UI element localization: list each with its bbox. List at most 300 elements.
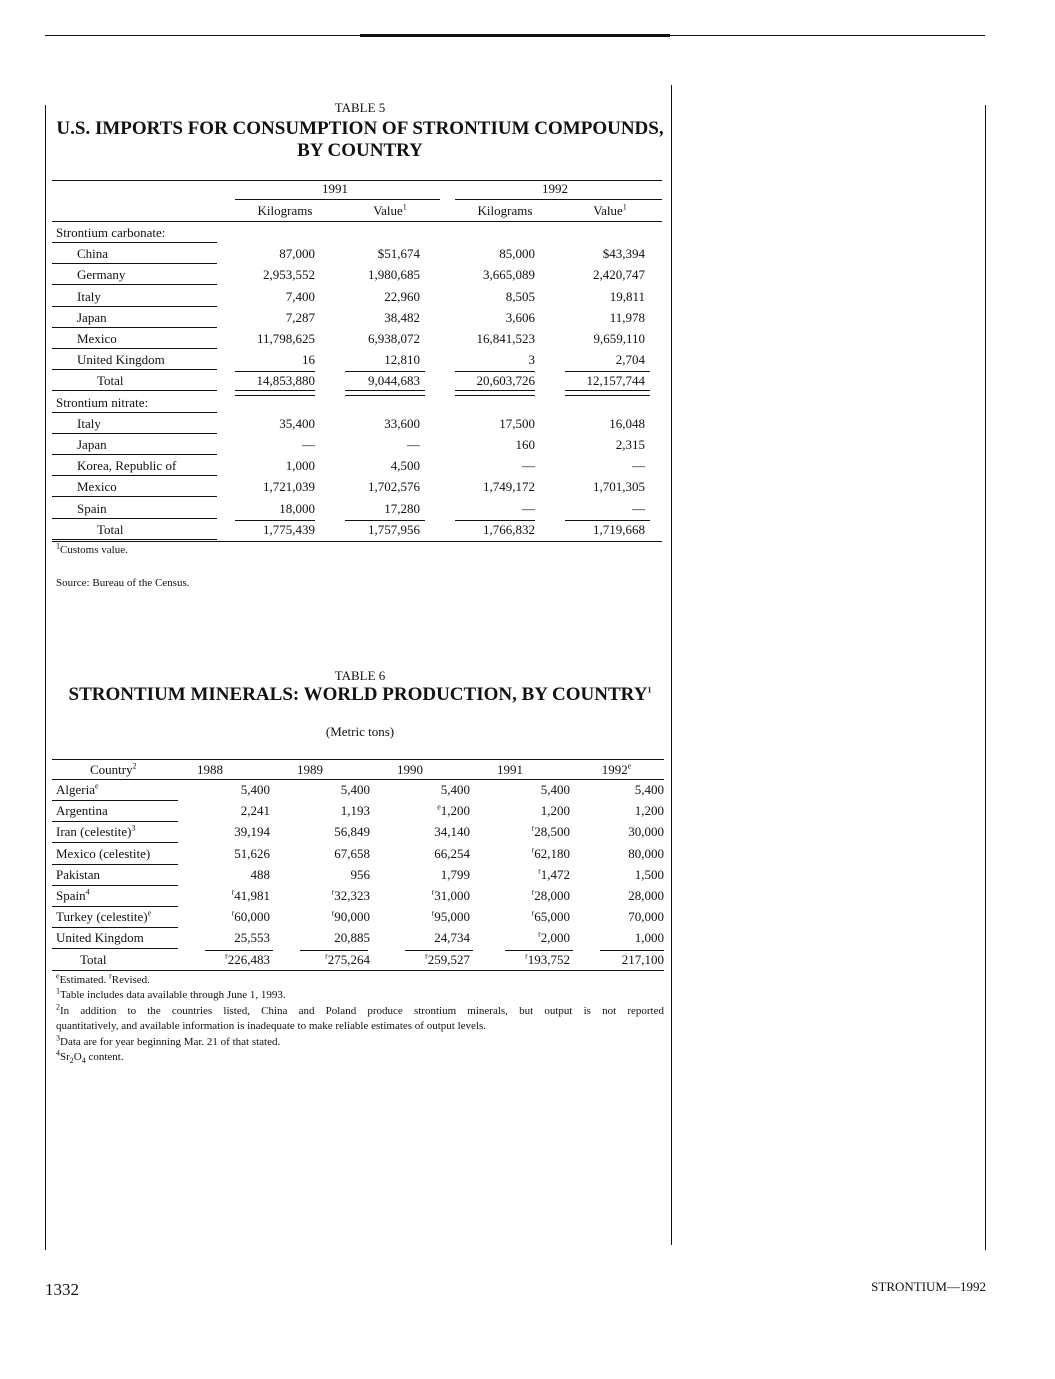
table6-footnote-subscript: 2 [69, 1056, 74, 1066]
table5-row-cell: 3,606 [505, 309, 535, 325]
table5-row-rule [52, 454, 217, 455]
table6-row-country-text: Argentina [56, 803, 108, 819]
table6-footnote-mark: 2 [56, 1001, 60, 1011]
table5-row-cell: 1,702,576 [368, 479, 420, 495]
table5-row-cell: 38,482 [384, 309, 420, 325]
table5-row-cell: 35,400 [279, 415, 315, 431]
table5-double-rule [455, 390, 535, 396]
table5-row-cell: 1,000 [285, 458, 315, 474]
table6-total-value: 226,483 [227, 951, 270, 967]
table6-footnote [56, 970, 150, 986]
table6-cell-value: 488 [250, 866, 270, 882]
table5-row-cell: 12,810 [384, 352, 420, 368]
table6-row-cell [270, 846, 370, 862]
table5-row-cell: — [632, 458, 645, 474]
table5-col-header-text: Kilograms [477, 203, 533, 218]
table6-year-header [180, 762, 240, 778]
table6-year-text: 1991 [497, 762, 523, 777]
table5-value-note: 1 [402, 202, 407, 212]
table5-row-cell: 160 [515, 437, 535, 452]
table5-total-cell: 1,757,956 [368, 521, 420, 537]
table6-row-cell [470, 782, 570, 798]
table5-col-header-text: Kilograms [257, 203, 313, 218]
table6-cell-mark: r [231, 887, 235, 897]
table6-row-cell [170, 930, 270, 946]
table5-row-cell: 2,704 [615, 352, 645, 368]
table6-year-header [280, 762, 340, 778]
right-column-rule [985, 105, 986, 1250]
table6-total-value: 275,264 [327, 951, 370, 967]
table6-row-cell [370, 867, 470, 883]
table6-cell-value: 5,400 [440, 782, 470, 797]
table6-cell-value: 51,626 [234, 845, 270, 861]
table5-col-header [345, 203, 435, 219]
table6-row-country-text: United Kingdom [56, 930, 144, 946]
table6-row-rule [52, 800, 178, 801]
table6-cell-value: 1,000 [634, 930, 664, 946]
table6-row-country [56, 782, 99, 798]
table5-row-country: Germany [77, 267, 126, 283]
table6-footnote-text: Sr [60, 1051, 70, 1064]
table6-cell-value: 956 [350, 866, 370, 882]
table5-title-line1: U.S. IMPORTS FOR CONSUMPTION OF STRONTIUM COMPOUNDS, [56, 118, 664, 139]
table6-cell-value: 31,000 [434, 888, 470, 903]
table5-row-rule [52, 284, 217, 285]
table5-row-country: United Kingdom [77, 352, 165, 368]
table6-cell-value: 28,000 [628, 888, 664, 903]
table5-row-cell: 2,953,552 [263, 267, 315, 283]
table6-country-header-note: 2 [132, 761, 137, 771]
table5-row-rule [52, 327, 217, 328]
table5-row-country: Japan [77, 309, 107, 325]
table5-row-cell: — [522, 458, 535, 474]
table5-row-cell: 4,500 [390, 458, 420, 474]
table5-total-cell: 1,766,832 [483, 521, 535, 537]
table6-row-cell [270, 930, 370, 946]
table5-row-cell: 33,600 [384, 415, 420, 431]
table5-double-rule [345, 390, 425, 396]
table5-total-top-rule [345, 520, 425, 521]
table6-total-mark: r [225, 951, 228, 961]
table5-row-cell: 2,420,747 [593, 267, 645, 283]
table6-row-cell [270, 782, 370, 798]
table6-bottom-rule [52, 970, 664, 971]
table5-row-cell: — [632, 500, 645, 516]
table5-row-cell: 6,938,072 [368, 331, 420, 346]
table6-row-cell [170, 782, 270, 798]
table6-year-header [574, 762, 659, 778]
table6-row-country-text: Iran (celestite) [56, 824, 132, 840]
table6-footnote-text: quantitatively, and available information is inadequate to make reliable estimates of output levels. [56, 1020, 486, 1033]
table6-row-cell [564, 824, 664, 840]
table6-footnote-mark: r [109, 970, 112, 980]
top-rule-thick [360, 34, 670, 37]
table5-col-header [460, 203, 550, 219]
table5-row-rule [52, 433, 217, 434]
table5-double-rule [235, 390, 315, 396]
table6-cell-mark: r [531, 824, 535, 834]
table6-footnote-text: O [73, 1051, 82, 1064]
table6-total-cell [270, 952, 370, 968]
table6-row-country-note: e [147, 908, 152, 918]
table6-country-header [90, 762, 137, 778]
table6-row-cell [170, 867, 270, 883]
table6-row-cell [564, 888, 664, 904]
table6-total-label: Total [80, 951, 107, 967]
table6-cell-value: 70,000 [628, 909, 664, 925]
table5-section-rule [52, 242, 217, 243]
table6-row-cell [170, 803, 270, 819]
table6-footnote-text: In addition to the countries listed, China and Poland produce strontium minerals, but output is not reported [60, 1004, 664, 1017]
table6-cell-value: 28,500 [534, 824, 570, 840]
table6-last-year-note: e [627, 761, 632, 771]
table6-cell-mark: r [531, 887, 535, 897]
table5-row-rule [52, 475, 217, 476]
table6-row-cell [370, 782, 470, 798]
table5-total-cell: 14,853,880 [256, 373, 315, 389]
table6-footnote-mark: 1 [56, 986, 60, 996]
table5-total-cell: 1,775,439 [263, 521, 315, 537]
table6-cell-value: 1,200 [634, 803, 664, 819]
table6-row-country [56, 803, 108, 819]
table5-total-top-rule [565, 371, 650, 372]
table6-title-text: STRONTIUM MINERALS: WORLD PRODUCTION, BY COUNTRY [68, 684, 648, 705]
table6-total-cell [564, 952, 664, 968]
table6-row-country [56, 909, 151, 925]
table6-footnote-text: content. [85, 1051, 124, 1064]
table6-total-cell [170, 952, 270, 968]
table6-cell-mark: r [531, 845, 535, 855]
table6-cell-value: 62,180 [534, 845, 570, 861]
table6-footnote-mark: 4 [56, 1048, 60, 1058]
table5-total-label: Total [97, 373, 124, 389]
table5-row-cell: 2,315 [615, 437, 645, 452]
table5-row-country: Spain [77, 500, 107, 516]
table5-row-cell: $43,394 [602, 246, 645, 262]
table6-row-cell [370, 888, 470, 904]
table5-row-cell: 7,400 [285, 288, 315, 304]
table5-total-cell: 1,719,668 [593, 521, 645, 537]
table6-cell-mark: r [531, 908, 535, 918]
table5-title-line2: BY COUNTRY [297, 140, 423, 161]
table5-row-cell: 16,841,523 [476, 331, 535, 346]
table6-row-country [56, 867, 100, 883]
table6-row-cell [270, 803, 370, 819]
table5-total-top-rule [565, 520, 650, 521]
table6-cell-mark: e [437, 802, 441, 812]
table6-cell-value: 90,000 [334, 909, 370, 925]
table5-row-cell: 1,701,305 [593, 479, 645, 495]
table5-row-cell: — [407, 437, 420, 452]
table6-cell-value: 56,849 [334, 824, 370, 840]
table5-section-rule [52, 412, 217, 413]
table5-col-header-rule [52, 221, 662, 222]
table5-footnote [56, 541, 128, 556]
table5-row-rule [52, 263, 217, 264]
table5-year-1991: 1991 [322, 181, 348, 196]
page-number: 1332 [45, 1280, 79, 1299]
table5-source: Source: Bureau of the Census. [56, 577, 190, 589]
table6-cell-mark: r [331, 908, 335, 918]
table5-total-rule [52, 390, 217, 391]
table6-row-country-note: e [94, 781, 99, 791]
table6-row-rule [52, 885, 178, 886]
table6-total-top-rule [300, 950, 368, 951]
table5-year-1992: 1992 [542, 181, 568, 196]
table6-units: (Metric tons) [325, 724, 395, 739]
table6-cell-value: 1,200 [540, 803, 570, 819]
table6-footnote-subscript: 4 [81, 1056, 86, 1066]
table5-label: TABLE 5 [334, 100, 386, 115]
table5-row-country: Italy [77, 415, 101, 431]
table5-row-country: China [77, 246, 109, 262]
table5-row-cell: 19,811 [609, 288, 645, 304]
table6-row-country [56, 824, 135, 840]
table5-row-country: Korea, Republic of [77, 458, 177, 474]
table6-row-cell [470, 803, 570, 819]
table6-title-note: 1 [647, 685, 652, 695]
table5-row-cell: 11,798,625 [256, 331, 315, 346]
table6-total-cell [470, 952, 570, 968]
table6-label: TABLE 6 [334, 668, 386, 683]
table6-cell-value: 1,472 [540, 866, 570, 882]
table6-footnote [56, 986, 286, 1002]
table5-row-cell: 3,665,089 [483, 267, 535, 283]
table6-year-text: 1992 [601, 762, 628, 777]
table6-cell-value: 5,400 [634, 782, 664, 797]
table6-top-rule [52, 759, 664, 760]
table6-row-cell [470, 909, 570, 925]
table6-cell-value: 80,000 [628, 845, 664, 861]
table6-header-rule [52, 779, 664, 780]
table6-cell-value: 66,254 [434, 845, 470, 861]
table5-row-cell: 17,500 [499, 415, 535, 431]
table6-row-rule [52, 927, 178, 928]
table6-row-cell [170, 846, 270, 862]
table6-cell-value: 41,981 [234, 888, 270, 903]
table6-row-cell [170, 824, 270, 840]
table6-row-country-text: Algeria [56, 782, 95, 797]
table6-row-cell [170, 909, 270, 925]
table6-row-cell [470, 824, 570, 840]
table6-total-value: 217,100 [621, 951, 664, 967]
table6-row-rule [52, 906, 178, 907]
table5-row-rule [52, 496, 217, 497]
table6-cell-mark: r [331, 887, 335, 897]
table6-cell-value: 60,000 [234, 909, 270, 925]
table6-row-rule [52, 864, 178, 865]
table5-section-heading: Strontium carbonate: [56, 225, 166, 240]
table6-cell-value: 28,000 [534, 888, 570, 903]
table6-cell-value: 1,799 [440, 866, 470, 882]
table5-total-cell: 20,603,726 [476, 373, 535, 389]
table6-cell-value: 32,323 [334, 888, 370, 903]
table6-total-value: 193,752 [527, 951, 570, 967]
table6-row-cell [564, 803, 664, 819]
table6-cell-value: 1,193 [340, 803, 370, 819]
table6-year-header [480, 762, 540, 778]
table6-row-cell [370, 909, 470, 925]
table5-value-note: 1 [622, 202, 627, 212]
table5-row-cell: 22,960 [384, 288, 420, 304]
table5-col-header-text: Value [593, 203, 623, 218]
table5-row-cell: 7,287 [285, 309, 315, 325]
table6-cell-value: 1,500 [634, 866, 664, 882]
table6-cell-value: 39,194 [234, 824, 270, 840]
table5-row-country: Mexico [77, 331, 117, 346]
table6-row-country-text: Spain [56, 888, 86, 903]
table6-cell-value: 30,000 [628, 824, 664, 840]
table6-cell-value: 34,140 [434, 824, 470, 840]
table6-cell-value: 5,400 [240, 782, 270, 797]
table6-row-country [56, 888, 90, 904]
table6-cell-value: 65,000 [534, 909, 570, 925]
table5-row-cell: 3 [528, 352, 535, 368]
table5-row-rule [52, 306, 217, 307]
table6-total-top-rule [600, 950, 664, 951]
table6-total-mark: r [525, 951, 528, 961]
table6-footnote [56, 1001, 664, 1017]
table6-cell-value: 2,000 [540, 930, 570, 946]
table6-row-cell [564, 867, 664, 883]
table5-row-rule [52, 369, 217, 370]
table5-row-cell: 18,000 [279, 500, 315, 516]
table6-row-cell [564, 846, 664, 862]
table6-footnote-text: Table includes data available through June 1, 1993. [60, 989, 286, 1002]
table6-cell-value: 67,658 [334, 845, 370, 861]
table5-bottom-rule [52, 541, 662, 542]
table5-row-cell: — [302, 437, 315, 452]
table6-total-mark: r [425, 951, 428, 961]
table5-row-cell: 1,749,172 [483, 479, 535, 495]
table6-cell-mark: r [538, 930, 541, 940]
table6-row-cell [470, 888, 570, 904]
table6-row-rule [52, 821, 178, 822]
table6-row-cell [564, 909, 664, 925]
table5-row-cell: — [522, 500, 535, 516]
table6-row-cell [370, 803, 470, 819]
table5-row-rule [52, 348, 217, 349]
table6-cell-value: 20,885 [334, 930, 370, 946]
table6-cell-value: 24,734 [434, 930, 470, 946]
table6-row-country [56, 930, 144, 946]
table6-cell-value: 1,200 [440, 803, 470, 819]
table5-footnote-mark: 1 [56, 541, 60, 551]
table6-row-cell [470, 867, 570, 883]
table5-row-rule [52, 518, 217, 519]
table5-col-header [565, 203, 655, 219]
table5-footnote-text: Customs value. [60, 544, 128, 556]
table5-total-top-rule [455, 371, 535, 372]
table5-double-rule [565, 390, 650, 396]
table5-total-label: Total [97, 521, 124, 537]
table5-row-cell: 16 [302, 352, 315, 368]
table6-row-country-note: 4 [85, 887, 90, 897]
table6-row-country-note: 3 [131, 824, 136, 834]
table5-year-rule-1992 [455, 199, 662, 200]
table6-row-cell [564, 782, 664, 798]
table6-year-text: 1989 [297, 762, 323, 777]
table6-cell-value: 2,241 [240, 803, 270, 819]
table5-col-header [240, 203, 330, 219]
table6-footnote-mark: 3 [56, 1032, 60, 1042]
table6-year-text: 1990 [397, 762, 423, 777]
table6-country-header-text: Country [90, 762, 133, 777]
table6-row-country-text: Mexico (celestite) [56, 845, 151, 861]
column-divider-rule [671, 85, 672, 1245]
table5-row-country: Japan [77, 437, 107, 452]
table5-total-cell: 12,157,744 [586, 373, 645, 389]
table6-year-header [380, 762, 440, 778]
table6-cell-value: 25,553 [234, 930, 270, 946]
table6-total-top-rule [205, 950, 273, 951]
table6-cell-value: 5,400 [340, 782, 370, 797]
table6-row-cell [470, 930, 570, 946]
table6-footnote-text: Estimated. [59, 973, 110, 986]
table6-total-top-rule [505, 950, 573, 951]
table6-row-cell [470, 846, 570, 862]
table6-cell-mark: r [431, 887, 435, 897]
table6-row-rule [52, 842, 178, 843]
table5-row-country: Italy [77, 288, 101, 304]
table6-row-cell [270, 909, 370, 925]
table5-total-top-rule [455, 520, 535, 521]
table6-cell-value: 95,000 [434, 909, 470, 925]
table5-row-cell: 11,978 [609, 309, 645, 325]
table5-row-cell: 87,000 [279, 246, 315, 262]
table6-row-cell [370, 824, 470, 840]
table5-total-cell: 9,044,683 [368, 373, 420, 389]
table5-col-header-text: Value [373, 203, 403, 218]
table5-row-cell: 85,000 [499, 246, 535, 262]
table5-row-cell: 8,505 [505, 288, 535, 304]
table6-row-cell [270, 867, 370, 883]
table6-cell-mark: r [231, 908, 235, 918]
table6-cell-mark: r [431, 908, 435, 918]
table5-row-cell: 9,659,110 [593, 331, 645, 346]
table6-footnote [56, 1032, 281, 1048]
table6-row-cell [170, 888, 270, 904]
table6-year-text: 1988 [197, 762, 223, 777]
table6-footnote-mark: e [56, 970, 60, 980]
table5-row-cell: $51,674 [377, 246, 420, 262]
table5-row-cell: 16,048 [609, 415, 645, 431]
table6-footnote-text: Revised. [111, 973, 150, 986]
table5-row-country: Mexico [77, 479, 117, 495]
table6-cell-value: 5,400 [540, 782, 570, 797]
table5-total-rule [52, 539, 217, 540]
table5-row-cell: 17,280 [384, 500, 420, 516]
table6-footnote [56, 1048, 124, 1066]
table6-row-cell [370, 846, 470, 862]
table6-total-mark: r [325, 951, 328, 961]
table5-total-top-rule [235, 371, 315, 372]
table6-row-country [56, 846, 150, 862]
table6-row-country-text: Pakistan [56, 866, 101, 882]
table6-cell-mark: r [538, 866, 541, 876]
running-footer: STRONTIUM—1992 [871, 1279, 986, 1294]
table6-total-top-rule [405, 950, 473, 951]
table5-row-cell: 1,980,685 [368, 267, 420, 283]
table6-title [45, 684, 675, 706]
table5-row-cell: 1,721,039 [263, 479, 315, 495]
table6-row-cell [270, 824, 370, 840]
table5-year-rule-1991 [235, 199, 440, 200]
table6-row-cell [564, 930, 664, 946]
table6-row-country-text: Turkey (celestite) [56, 909, 148, 925]
table5-section-heading: Strontium nitrate: [56, 394, 149, 410]
table6-row-cell [270, 888, 370, 904]
